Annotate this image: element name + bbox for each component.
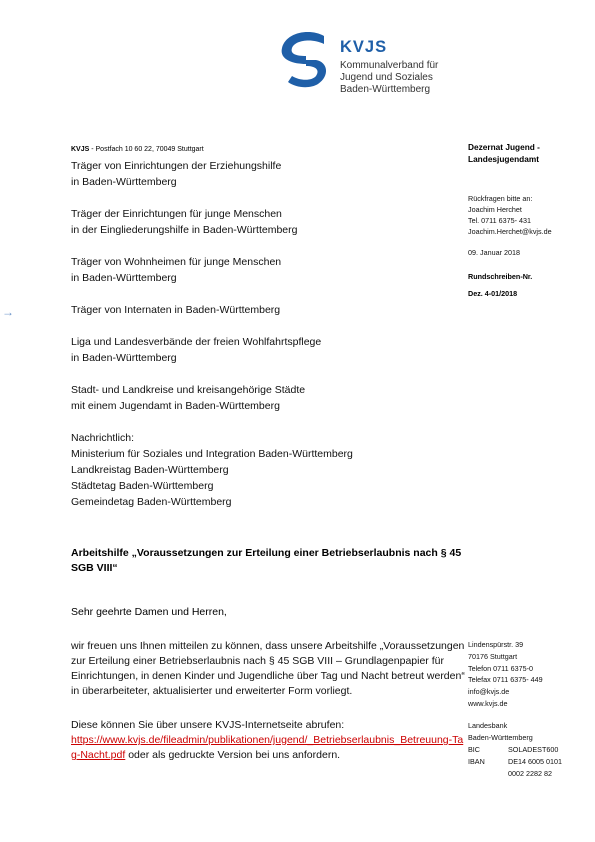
logo-subtitle-line-3: Baden-Württemberg [340,84,431,95]
recipient-line: in Baden-Württemberg [71,272,177,284]
link-intro: Diese können Sie über unsere KVJS-Internetseite abrufen: [71,719,345,731]
recipient-line: Stadt- und Landkreise und kreisangehörige Städte [71,384,306,396]
sender-address: - Postfach 10 60 22, 70049 Stuttgart [89,146,204,153]
bic-label: BIC [468,745,480,754]
recipient-line: Liga und Landesverbände der freien Wohlfahrtspflege [71,336,322,348]
recipient-line: in der Eingliederungshilfe in Baden-Württemberg [71,224,298,236]
recipient-cc-label: Nachrichtlich: [71,432,135,444]
letter-subject: Arbeitshilfe „Voraussetzungen zur Erteilung einer Betriebserlaubnis nach § 45 SGB VIII“ [71,547,462,574]
sender-org: KVJS [71,146,90,153]
department-line-1: Dezernat Jugend - [468,142,540,152]
salutation: Sehr geehrte Damen und Herren, [71,606,227,618]
address-line: Lindenspürstr. 39 [468,640,524,649]
letter-date: 09. Januar 2018 [468,248,520,257]
contact-name: Joachim Herchet [468,205,522,214]
circular-label: Rundschreiben-Nr. [468,272,533,281]
recipient-line: Ministerium für Soziales und Integration Baden-Württemberg [71,448,353,460]
bic-value: SOLADEST600 [508,745,559,754]
address-line: info@kvjs.de [468,687,510,696]
link-outro: oder als gedruckte Version bei uns anfordern. [125,749,341,761]
recipient-line: in Baden-Württemberg [71,352,177,364]
publication-link[interactable]: https://www.kvjs.de/fileadmin/publikationen/jugend/_Betriebserlaubnis_Betreuung-Tag-Nacht.pdf [71,734,464,761]
department-line-2: Landesjugendamt [468,154,539,164]
recipient-line: Träger von Wohnheimen für junge Menschen [71,256,282,268]
body-paragraph: wir freuen uns Ihnen mitteilen zu können, dass unsere Arbeitshilfe „Voraussetzungen zur Erteilung einer Betriebserlaubnis nach § 45 SGB VIII – Grundlagenpapier für Einrichtungen, in denen Kinder und Jugendliche über Tag und Nacht betreut werden“ in überarbeiteter, aktualisierter und erweiterter Form vorliegt. [71,640,465,697]
address-line: Telefon 0711 6375-0 [468,664,534,673]
logo-subtitle-line-1: Kommunalverband für [340,60,439,71]
contact-label: Rückfragen bitte an: [468,194,533,203]
recipient-line: mit einem Jugendamt in Baden-Württemberg [71,400,280,412]
logo-acronym: KVJS [340,38,388,56]
address-line: 70176 Stuttgart [468,652,518,661]
recipient-line: Träger der Einrichtungen für junge Menschen [71,208,282,220]
logo-subtitle-line-2: Jugend und Soziales [340,72,433,83]
bank-name: Baden-Württemberg [468,733,533,742]
kvjs-logo-icon [272,26,338,92]
recipient-line: in Baden-Württemberg [71,176,177,188]
address-line: Telefax 0711 6375- 449 [468,675,543,684]
bank-name: Landesbank [468,721,508,730]
arrow-right-icon: → [2,305,14,319]
recipient-line: Gemeindetag Baden-Württemberg [71,496,232,508]
contact-email: Joachim.Herchet@kvjs.de [468,227,552,236]
recipient-line: Landkreistag Baden-Württemberg [71,464,229,476]
circular-number: Dez. 4-01/2018 [468,289,518,298]
iban-label: IBAN [468,757,485,766]
recipient-line: Städtetag Baden-Württemberg [71,480,214,492]
address-line: www.kvjs.de [468,699,508,708]
iban-value: 0002 2282 82 [508,769,552,778]
iban-value: DE14 6005 0101 [508,757,562,766]
recipient-line: Träger von Internaten in Baden-Württemberg [71,304,281,316]
contact-phone: Tel. 0711 6375- 431 [468,216,532,225]
sender-line [71,146,204,153]
recipient-line: Träger von Einrichtungen der Erziehungshilfe [71,160,282,172]
body-paragraph-link [71,718,466,763]
